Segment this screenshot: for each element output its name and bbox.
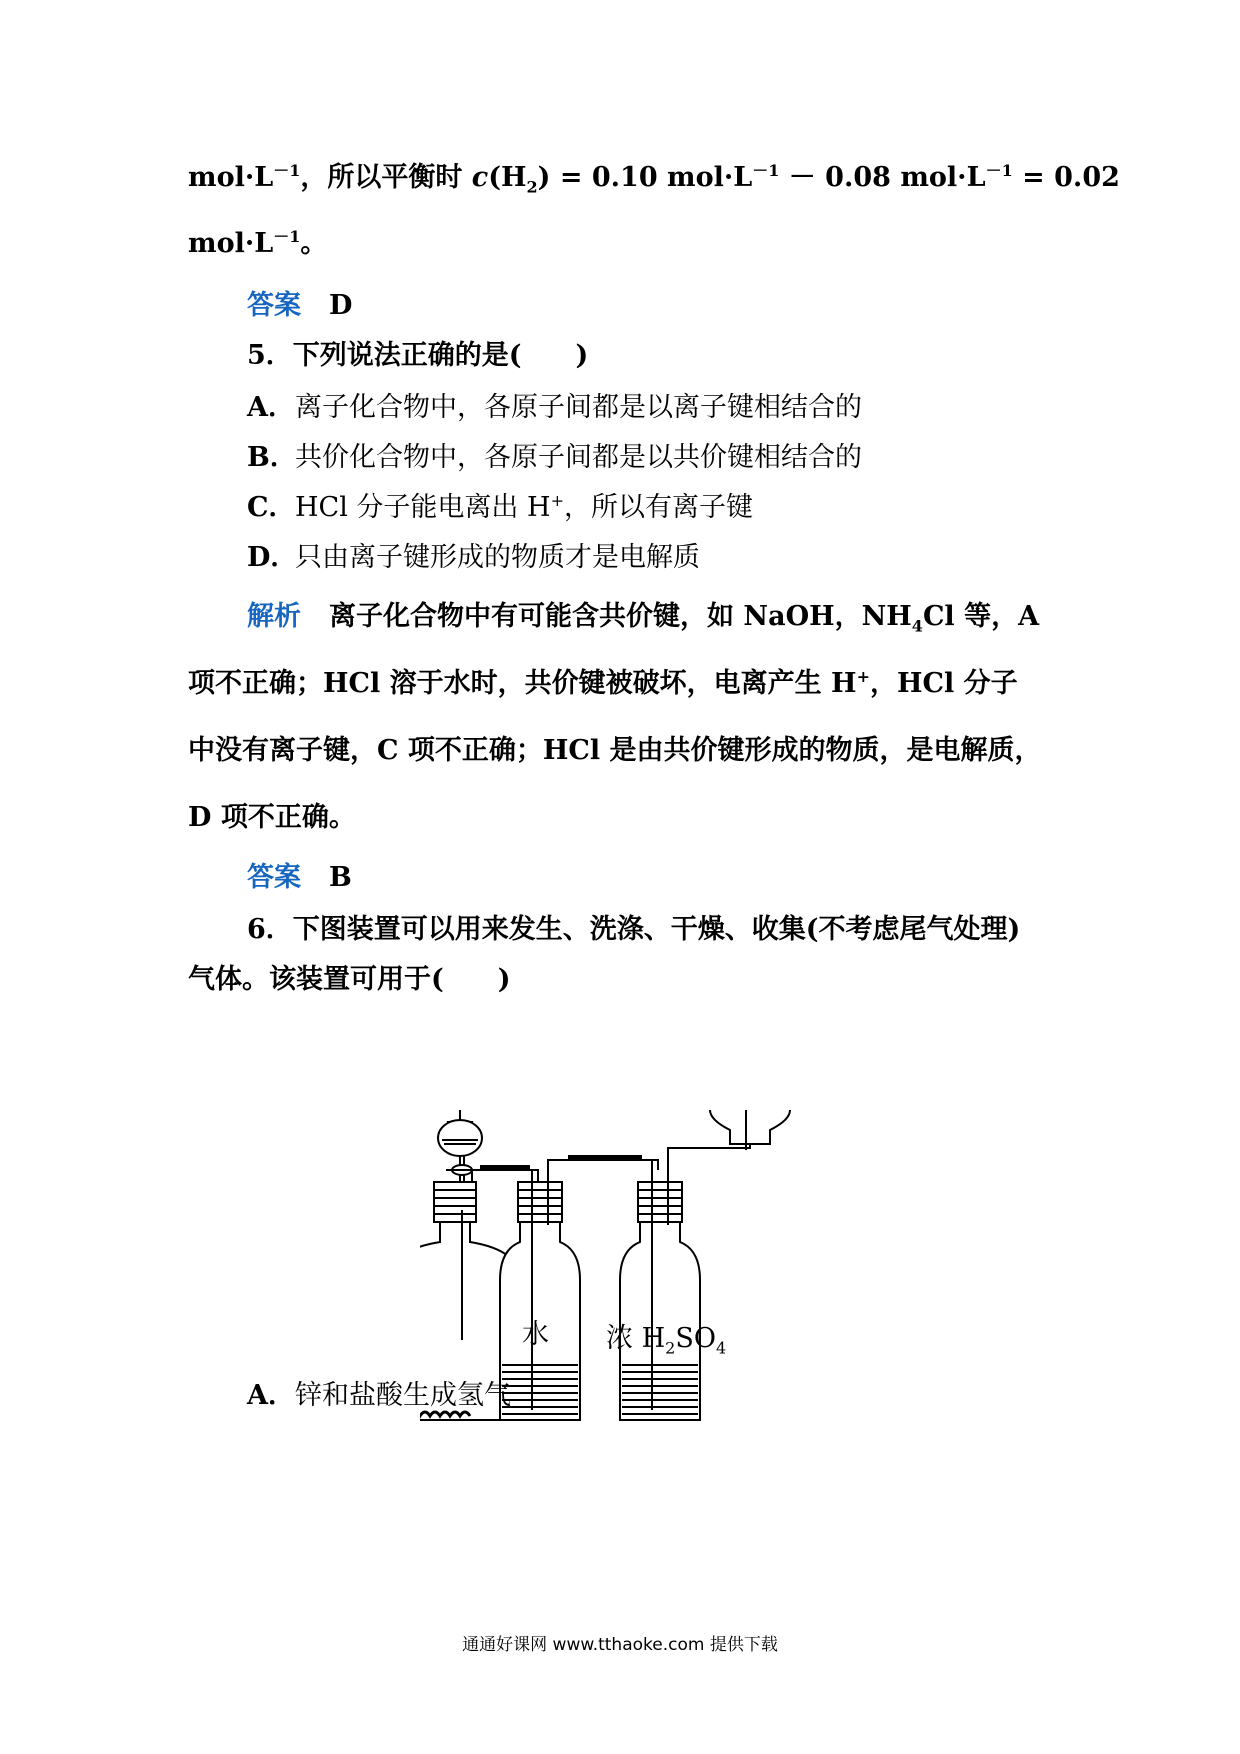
prev-calc-line-1: $mol\cdot L^{-1}$，所以平衡时 $c(H_2) = 0.10$ $mol\cdot L^{-1} - 0.08$ $mol\cdot L^{-1} = 0.02$	[188, 161, 1120, 197]
q5-answer	[247, 858, 1127, 898]
q5-option-d: D．只由离子键形成的物质才是电解质	[247, 542, 700, 573]
gas-apparatus-diagram	[420, 1110, 890, 1510]
label-conc-sulfuric-acid: 浓 $H_2SO_4$	[606, 1323, 727, 1358]
prev-calc-line-2: $mol\cdot L^{-1}$。	[188, 227, 328, 259]
answer-label: 答案	[247, 862, 301, 893]
prev-answer	[247, 286, 1127, 326]
label-water: 水	[522, 1319, 549, 1350]
answer-label: 答案	[247, 290, 301, 321]
q5-analysis-line-3: 中没有离子键，C 项不正确；HCl 是由共价键形成的物质，是电解质，	[188, 735, 1042, 766]
q6-stem-line-1: 6．下图装置可以用来发生、洗涤、干燥、收集(不考虑尾气处理)	[247, 914, 1021, 945]
q5-option-b: B．共价化合物中，各原子间都是以共价键相结合的	[247, 442, 862, 473]
collecting-bottle-icon	[710, 1110, 790, 1150]
q5-option-a: A．离子化合物中，各原子间都是以离子键相结合的	[247, 392, 862, 423]
q5-analysis-line-1: 解析 离子化合物中有可能含共价键，如 NaOH，$NH_4Cl$ 等，A	[247, 601, 1040, 636]
q5-option-c: C．HCl 分子能电离出 H+，所以有离子键	[247, 491, 753, 523]
q6-option-a: A．锌和盐酸生成氢气	[247, 1380, 511, 1411]
q5-analysis-line-4: D 项不正确。	[188, 802, 356, 833]
q6-stem-line-2: 气体。该装置可用于( )	[188, 964, 511, 995]
answer-value: B	[329, 862, 352, 893]
q5-analysis-line-2: 项不正确；HCl 溶于水时，共价键被破坏，电离产生 H+，HCl 分子	[188, 667, 1018, 699]
analysis-label: 解析	[247, 601, 301, 632]
page-footer: 通通好课网 www.tthaoke.com 提供下载	[462, 1635, 778, 1655]
q5-stem: 5．下列说法正确的是( )	[247, 340, 589, 371]
answer-value: D	[329, 290, 353, 321]
